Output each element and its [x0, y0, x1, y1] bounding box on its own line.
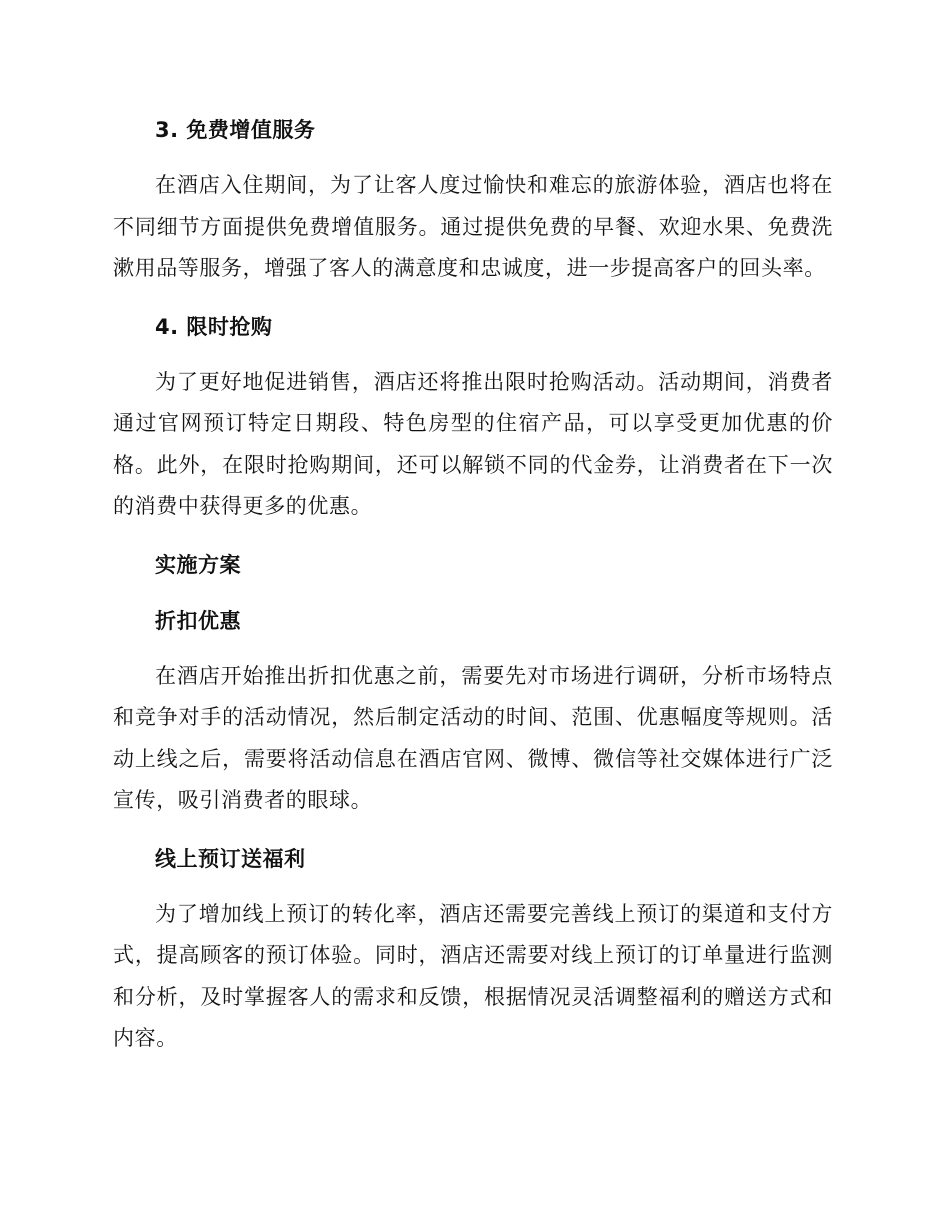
section-heading-implementation: 实施方案 — [155, 552, 241, 577]
section-heading-flash-sale: 4. 限时抢购 — [155, 314, 273, 339]
section-heading-discount: 折扣优惠 — [155, 608, 241, 633]
section-paragraph-discount: 在酒店开始推出折扣优惠之前，需要先对市场进行调研，分析市场特点和竞争对手的活动情况，然后制定活动的时间、范围、优惠幅度等规则。活动上线之后，需要将活动信息在酒店官网、微博、微信等社交媒体进行广泛宣传，吸引消费者的眼球。 — [113, 663, 833, 812]
section-heading-free-services: 3. 免费增值服务 — [155, 118, 316, 142]
document-body — [113, 110, 833, 1060]
section-paragraph-online-booking: 为了增加线上预订的转化率，酒店还需要完善线上预订的渠道和支付方式，提高顾客的预订体验。同时，酒店还需要对线上预订的订单量进行监测和分析，及时掌握客人的需求和反馈，根据情况灵活调整福利的赠送方式和内容。 — [113, 901, 833, 1050]
section-heading-online-booking: 线上预订送福利 — [155, 846, 306, 871]
section-paragraph-flash-sale: 为了更好地促进销售，酒店还将推出限时抢购活动。活动期间，消费者通过官网预订特定日期段、特色房型的住宿产品，可以享受更加优惠的价格。此外，在限时抢购期间，还可以解锁不同的代金券，让消费者在下一次的消费中获得更多的优惠。 — [113, 369, 833, 518]
section-paragraph-free-services: 在酒店入住期间，为了让客人度过愉快和难忘的旅游体验，酒店也将在不同细节方面提供免费增值服务。通过提供免费的早餐、欢迎水果、免费洗漱用品等服务，增强了客人的满意度和忠诚度，进一步提高客户的回头率。 — [113, 173, 833, 280]
